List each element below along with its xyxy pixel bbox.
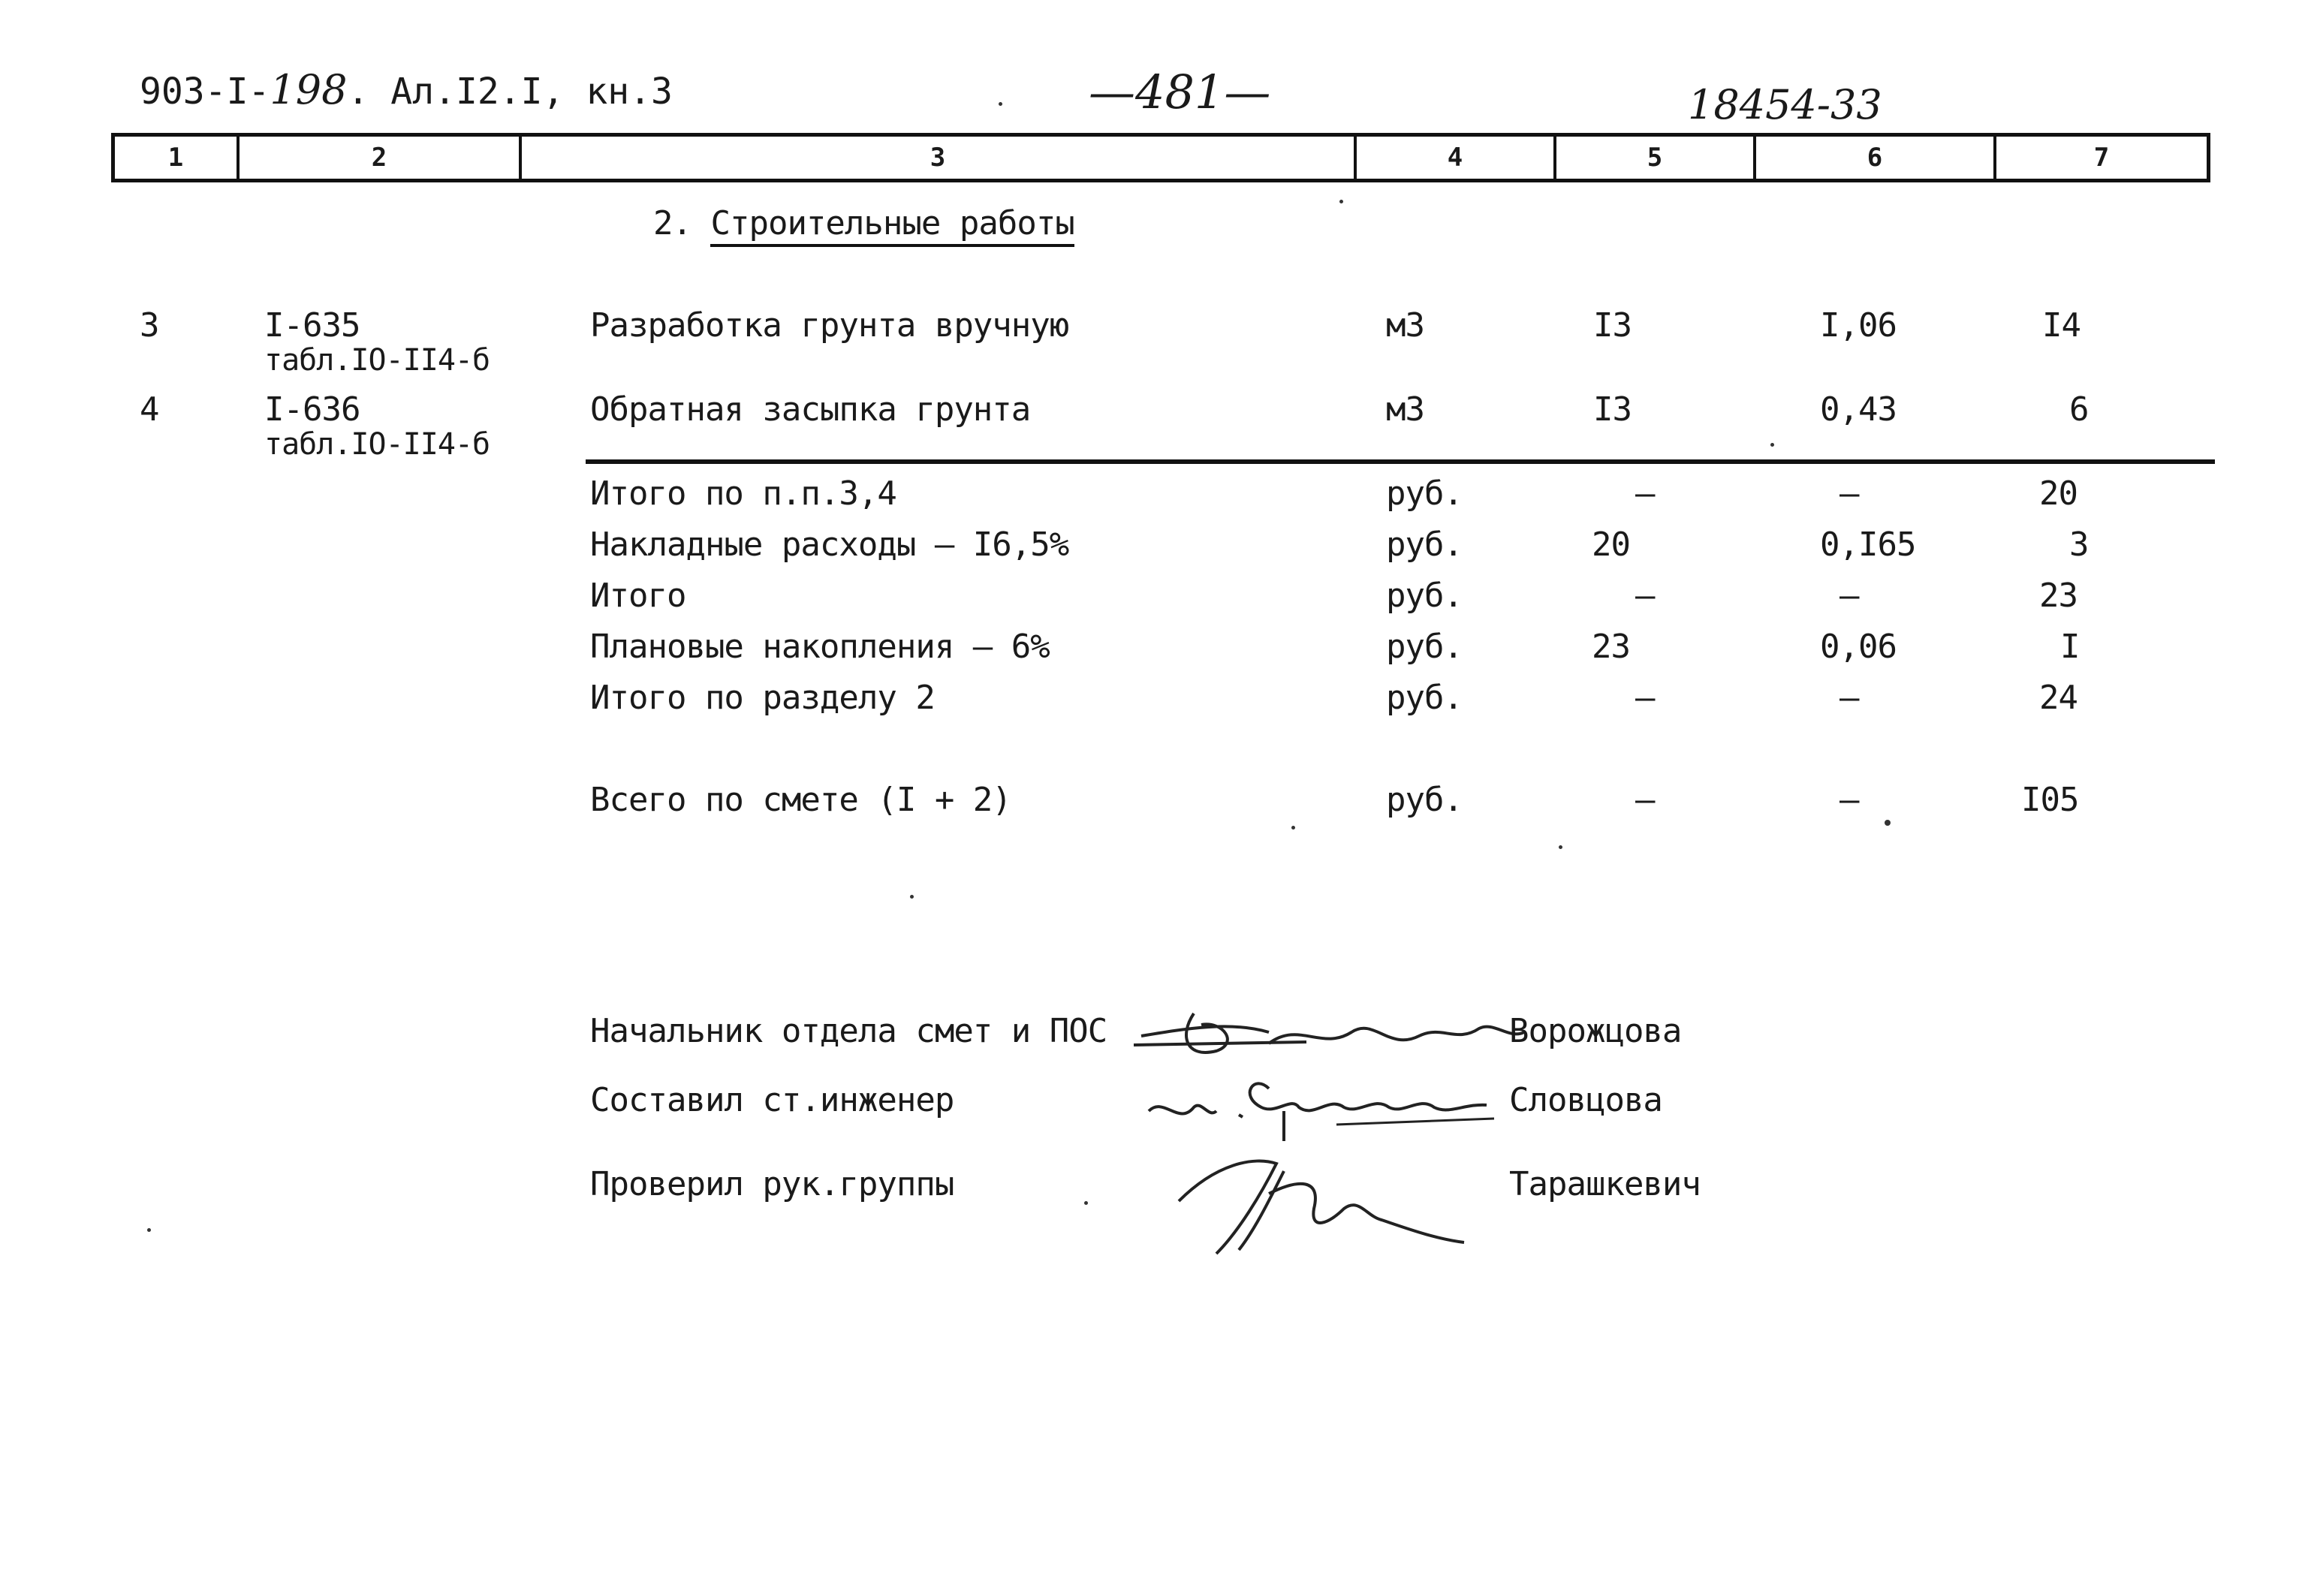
- summary-price: –: [1839, 679, 1859, 717]
- document-code: [140, 66, 673, 113]
- summary-unit: руб.: [1386, 525, 1463, 564]
- summary-price: –: [1839, 474, 1859, 513]
- section-number: 2.: [653, 204, 692, 242]
- summary-total: 3: [2069, 525, 2089, 564]
- grand-total-value: I05: [2021, 781, 2079, 819]
- scan-speck: [1770, 443, 1774, 447]
- handwritten-signature-icon: [1171, 1149, 1472, 1261]
- summary-qty: 20: [1592, 525, 1630, 564]
- column-header-1: 1: [167, 143, 184, 173]
- summary-name: Плановые накопления – 6%: [590, 628, 1050, 666]
- grand-total-name: Всего по смете (I + 2): [590, 781, 1011, 819]
- summary-total: I: [2060, 628, 2080, 666]
- summary-unit: руб.: [1386, 474, 1463, 513]
- scan-speck: [1339, 200, 1343, 203]
- column-header-3: 3: [930, 143, 946, 173]
- column-header-4: 4: [1447, 143, 1463, 173]
- archive-number: 18454-33: [1688, 81, 1882, 128]
- summary-price: 0,I65: [1820, 525, 1916, 564]
- grand-total-price: –: [1839, 781, 1859, 819]
- summary-name: Итого по разделу 2: [590, 679, 935, 717]
- row-number: 4: [140, 390, 159, 429]
- section-title-text: Строительные работы: [710, 204, 1074, 247]
- row-number: 3: [140, 306, 159, 345]
- column-header-row: [111, 133, 2210, 182]
- scan-speck: [147, 1228, 151, 1232]
- signature-name: Словцова: [1509, 1081, 1662, 1119]
- column-header-5: 5: [1647, 143, 1663, 173]
- row-qty: I3: [1593, 390, 1632, 429]
- row-code: I-635: [264, 306, 360, 345]
- summary-qty: 23: [1592, 628, 1630, 666]
- row-name: Обратная засыпка грунта: [590, 390, 1031, 429]
- summary-price: 0,06: [1820, 628, 1897, 666]
- signature-role: Составил ст.инженер: [590, 1081, 954, 1119]
- row-total: 6: [2069, 390, 2089, 429]
- handwritten-signature-icon: [1126, 998, 1532, 1066]
- section-title: [653, 204, 1074, 243]
- row-total: I4: [2042, 306, 2081, 345]
- row-code: I-636: [264, 390, 360, 429]
- signature-role: Проверил рук.группы: [590, 1165, 954, 1203]
- summary-total: 23: [2039, 577, 2078, 615]
- summary-unit: руб.: [1386, 679, 1463, 717]
- scan-speck: [1291, 826, 1295, 830]
- page-number: —481—: [1089, 65, 1271, 119]
- summary-name: Итого: [590, 577, 686, 615]
- summary-name: Накладные расходы – I6,5%: [590, 525, 1069, 564]
- handwritten-signature-icon: [1141, 1066, 1502, 1141]
- summary-unit: руб.: [1386, 628, 1463, 666]
- signature-name: Тарашкевич: [1509, 1165, 1701, 1203]
- row-price: 0,43: [1820, 390, 1897, 429]
- summary-qty: –: [1635, 679, 1655, 717]
- column-header-7: 7: [2093, 143, 2110, 173]
- summary-total: 20: [2039, 474, 2078, 513]
- doc-code-handwritten: 198: [270, 66, 348, 113]
- doc-series: . Ал.I2.I, кн.3: [347, 71, 673, 113]
- row-unit: м3: [1386, 390, 1424, 429]
- row-unit: м3: [1386, 306, 1424, 345]
- scan-speck: [910, 895, 914, 899]
- scan-speck: [1084, 1201, 1088, 1205]
- row-qty: I3: [1593, 306, 1632, 345]
- summary-name: Итого по п.п.3,4: [590, 474, 896, 513]
- signature-name: Ворожцова: [1509, 1012, 1682, 1050]
- scan-speck: [999, 102, 1002, 106]
- doc-code-prefix: 903-I-: [140, 71, 270, 113]
- column-header-2: 2: [371, 143, 387, 173]
- summary-unit: руб.: [1386, 577, 1463, 615]
- row-name: Разработка грунта вручную: [590, 306, 1069, 345]
- subtotal-divider: [586, 459, 2215, 464]
- scan-speck: [1885, 820, 1891, 826]
- summary-qty: –: [1635, 474, 1655, 513]
- signature-role: Начальник отдела смет и ПОС: [590, 1012, 1107, 1050]
- column-header-6: 6: [1867, 143, 1883, 173]
- row-price: I,06: [1820, 306, 1897, 345]
- scan-speck: [1559, 845, 1562, 849]
- summary-price: –: [1839, 577, 1859, 615]
- row-code-ref: табл.IO-II4-б: [264, 343, 490, 378]
- summary-qty: –: [1635, 577, 1655, 615]
- summary-total: 24: [2039, 679, 2078, 717]
- grand-total-qty: –: [1635, 781, 1655, 819]
- grand-total-unit: руб.: [1386, 781, 1463, 819]
- row-code-ref: табл.IO-II4-б: [264, 427, 490, 462]
